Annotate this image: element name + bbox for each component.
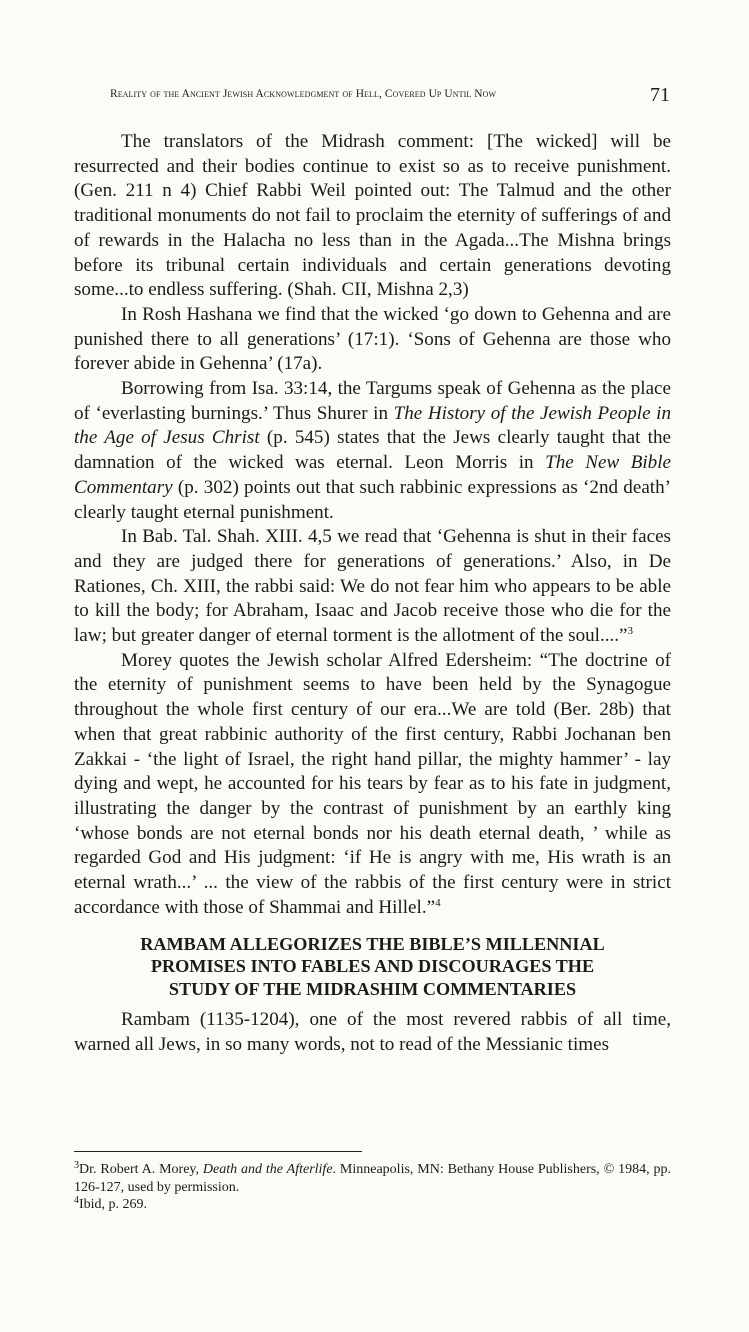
- body-text: [74, 130, 671, 1057]
- footnotes: [74, 1161, 671, 1214]
- footnote-number: 4: [74, 1195, 79, 1206]
- footnote-3: [74, 1161, 671, 1196]
- paragraph-targums: [74, 377, 671, 525]
- paragraph-text: In Bab. Tal. Shah. XIII. 4,5 we read that ‘Gehenna is shut in their faces and they are judged there for generations of generations.’ Also, in De Rationes, Ch. XIII, the rabbi said: We do not fear him who appears to be able to kill the body; for Abraham, Isaac and Jacob receive those who die for the law; but greater danger of eternal torment is the allotment of the soul....”: [74, 526, 671, 647]
- section-heading-line: PROMISES INTO FABLES AND DISCOURAGES THE: [150, 956, 595, 976]
- paragraph-midrash: The translators of the Midrash comment: [The wicked] will be resurrected and their bodies continue to exist so as to receive punishment. (Gen. 211 n 4) Chief Rabbi Weil pointed out: The Talmud and the other traditional monuments do not fail to proclaim the eternity of sufferings of and of rewards in the Halacha no less than in the Agada...The Mishna brings before its tribunal certain individuals and certain generations devoting some...to endless suffering. (Shah. CII, Mishna 2,3): [74, 131, 671, 301]
- book-title: The New Bible Commentary: [74, 452, 671, 498]
- paragraph-text: (p. 302) points out that such rabbinic expressions as ‘2nd death’ clearly taught eternal punishment.: [74, 476, 671, 523]
- footnote-4: [74, 1196, 671, 1214]
- page-header: [110, 84, 670, 114]
- footnote-number: 3: [74, 1160, 79, 1171]
- book-title: Death and the Afterlife: [202, 1162, 333, 1177]
- paragraph-text: Borrowing from Isa. 33:14, the Targums speak of Gehenna as the place of ‘everlasting burnings.’ Thus Shurer in: [74, 378, 671, 424]
- footnote-text: Dr. Robert A. Morey,: [79, 1162, 203, 1177]
- footnote-divider: [74, 1151, 362, 1152]
- paragraph-text: Morey quotes the Jewish scholar Alfred Edersheim: “The doctrine of the eternity of punishment seems to have been held by the Synagogue throughout the whole first century of our era...We are told (Ber. 28b) that when that great rabbinic authority of the first century, Rabbi Jochanan ben Zakkai - ‘the light of Israel, the right hand pillar, the mighty hammer’ - lay dying and wept, he accounted for his tears by fear as to his fate in judgment, illustrating the danger by the contrast of punishment by an earthly king ‘whose bonds are not eternal bonds nor his death eternal death, ’ while as regarded God and His judgment: ‘if He is angry with me, His wrath is an eternal wrath...’ ... the view of the rabbis of the first century were in strict accordance with those of Shammai and Hillel.”: [74, 649, 671, 918]
- section-heading-line: RAMBAM ALLEGORIZES THE BIBLE’S MILLENNIAL: [140, 933, 605, 954]
- running-title: Reality of the Ancient Jewish Acknowledgment of Hell, Covered Up Until Now: [110, 88, 497, 100]
- footnote-ref-3: 3: [627, 625, 634, 638]
- footnote-ref-4: 4: [435, 896, 441, 909]
- paragraph-edersheim: [74, 649, 671, 921]
- book-title: The History of the Jewish People in the Age of Jesus Christ: [74, 402, 671, 449]
- paragraph-rosh-hashana: In Rosh Hashana we find that the wicked ‘go down to Gehenna and are punished there to all generations’ (17:1). ‘Sons of Gehenna are those who forever abide in Gehenna’ (17a).: [74, 303, 671, 375]
- paragraph-text: (p. 545) states that the Jews clearly taught that the damnation of the wicked was eternal. Leon Morris in: [74, 427, 671, 474]
- section-heading: [74, 933, 671, 1001]
- footnote-text: Ibid, p. 269.: [79, 1197, 148, 1212]
- paragraph-bab-tal: [74, 525, 671, 649]
- footnote-text: . Minneapolis, MN: Bethany House Publishers, © 1984, pp. 126-127, used by permission.: [74, 1162, 671, 1195]
- section-heading-line: STUDY OF THE MIDRASHIM COMMENTARIES: [168, 978, 577, 999]
- paragraph-rambam: Rambam (1135-1204), one of the most revered rabbis of all time, warned all Jews, in so many words, not to read of the Messianic times: [74, 1009, 671, 1055]
- page-number: 71: [650, 84, 670, 106]
